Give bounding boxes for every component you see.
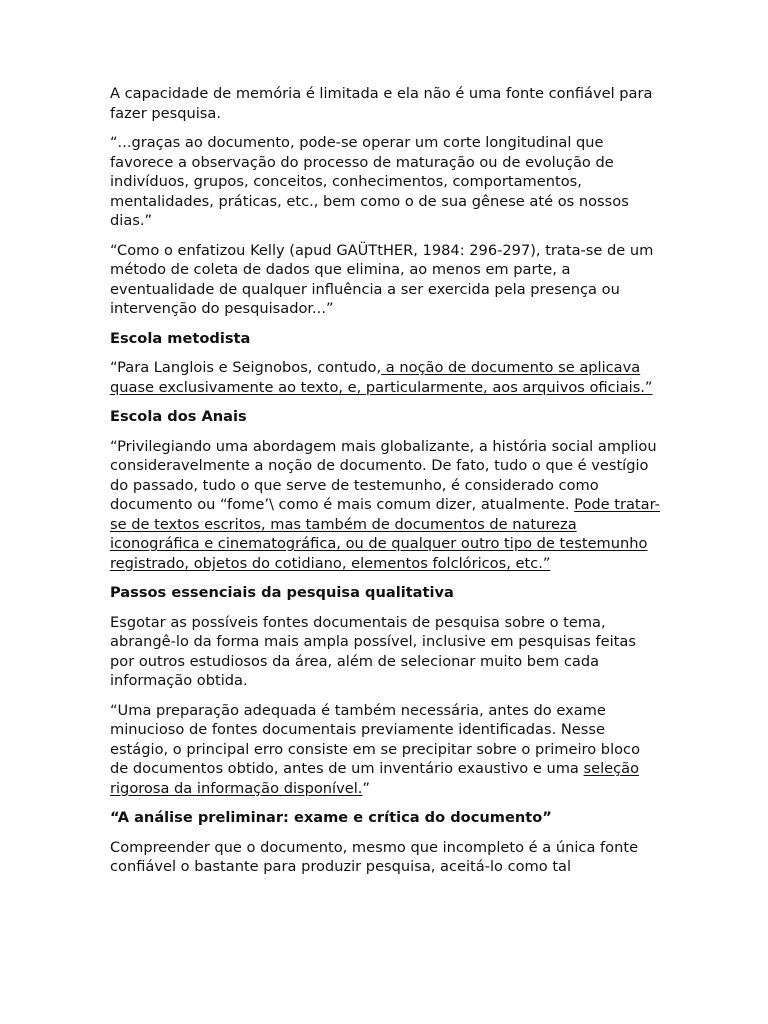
paragraph-historia-social [110, 437, 662, 574]
preparacao-underlined-text: seleção rigorosa da informação disponível. [110, 760, 640, 797]
paragraph-preparacao [110, 701, 662, 799]
heading-escola-metodista: Escola metodista [110, 329, 251, 347]
document-page [110, 84, 662, 887]
preparacao-closing-quote: ” [362, 779, 370, 797]
paragraph-quote-longitudinal: “...graças ao documento, pode-se operar um corte longitudinal que favorece a observação do processo de maturação ou de evolução de indivíduos, grupos, conceitos, conhecimentos, comportamentos, mentalidades, práticas, etc., bem como o de sua gênese até os nossos dias.” [110, 134, 629, 229]
paragraph-quote-kelly: “Como o enfatizou Kelly (apud GAÜTtHER, 1984: 296-297), trata-se de um método de coleta de dados que elimina, ao menos em parte, a eventualidade de qualquer influência a ser exercida pela presença ou intervenção do pesquisador...” [110, 241, 654, 317]
paragraph-langlois [110, 358, 662, 397]
heading-passos-essenciais: Passos essenciais da pesquisa qualitativa [110, 584, 454, 601]
paragraph-esgotar-fontes: Esgotar as possíveis fontes documentais de pesquisa sobre o tema, abrangê-lo da forma mais ampla possível, inclusive em pesquisas feitas por outros estudiosos da área, além de selecionar muito bem cada informação obtida. [110, 613, 636, 689]
preparacao-plain-text: “Uma preparação adequada é também necessária, antes do exame minucioso de fontes documentais previamente identificadas. Nesse estágio, o principal erro consiste em se precipitar sobre o primeiro bloco de documentos obtido, antes de um inventário exaustivo e uma [110, 701, 641, 777]
langlois-underlined-text: a noção de documento se aplicava quase exclusivamente ao texto, e, particularmente, aos arquivos oficiais.” [110, 359, 653, 396]
historia-social-plain-text: “Privilegiando uma abordagem mais globalizante, a história social ampliou consideravelmente a noção de documento. De fato, tudo o que é vestígio do passado, tudo o que serve de testemunho, é considerado como documento ou “fome’\ como é mais comum dizer, atualmente. [110, 437, 657, 513]
historia-social-underlined-text: Pode tratar-se de textos escritos, mas também de documentos de natureza iconográfica e cinematográfica, ou de qualquer outro tipo de testemunho registrado, objetos do cotidiano, elementos folclóricos, etc.” [110, 496, 660, 572]
heading-escola-dos-anais: Escola dos Anais [110, 408, 247, 425]
heading-analise-preliminar: “A análise preliminar: exame e crítica do documento” [110, 809, 552, 826]
langlois-plain-text: “Para Langlois e Seignobos, contudo, [110, 359, 382, 376]
paragraph-compreender: Compreender que o documento, mesmo que incompleto é a única fonte confiável o bastante para produzir pesquisa, aceitá-lo como tal [110, 838, 639, 875]
paragraph-memory: A capacidade de memória é limitada e ela não é uma fonte confiável para fazer pesquisa. [110, 85, 653, 122]
